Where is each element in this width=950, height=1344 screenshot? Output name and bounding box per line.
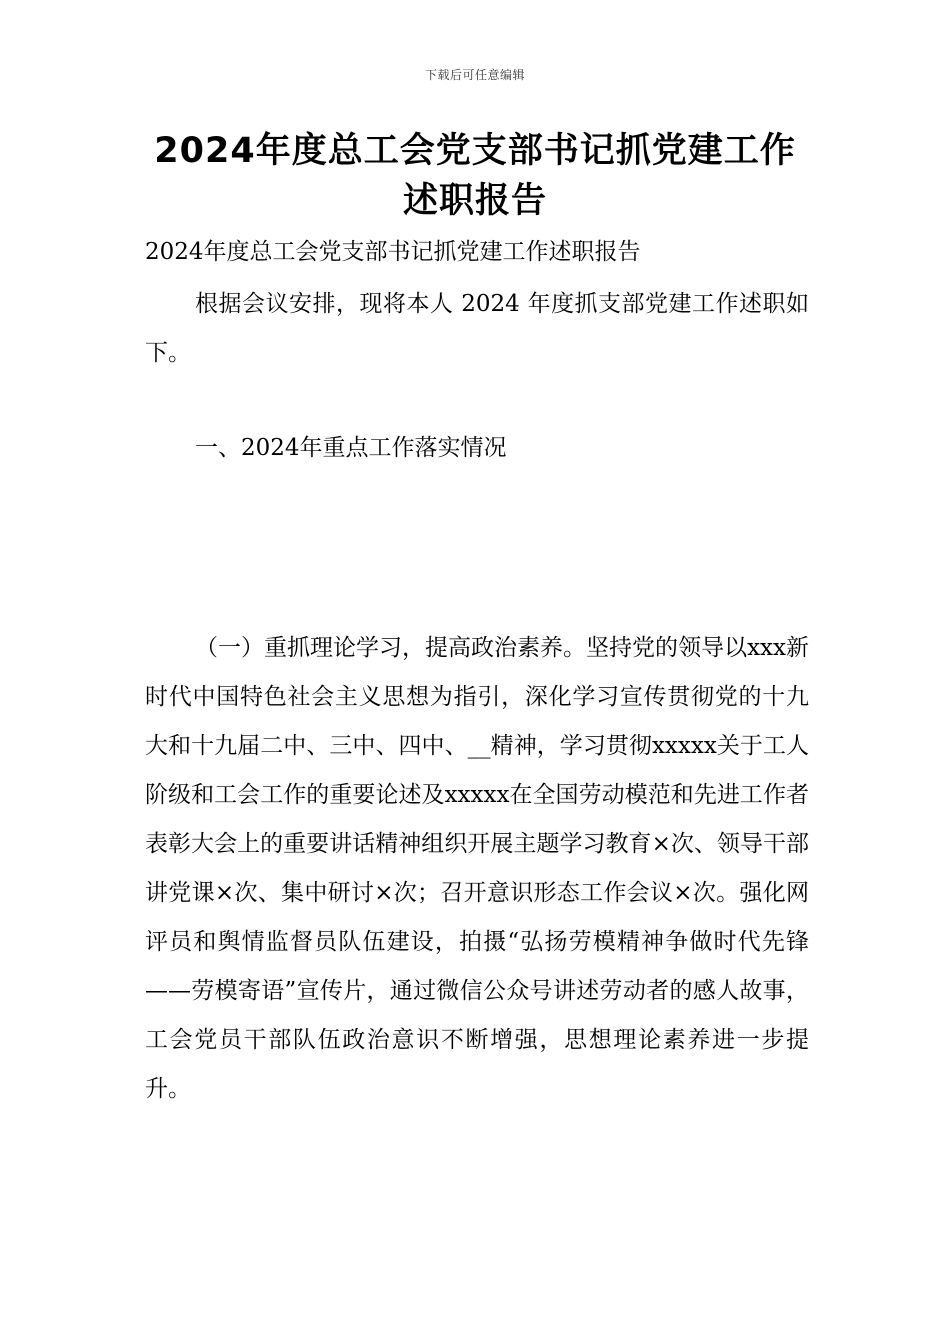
document-subtitle: 2024年度总工会党支部书记抓党建工作述职报告 (145, 239, 641, 265)
header-note: 下载后可任意编辑 (424, 68, 525, 82)
section-heading: 一、2024年重点工作落实情况 (195, 435, 507, 461)
intro-paragraph: 根据会议安排，现将本人 2024 年度抓支部党建工作述职如下。 (145, 291, 809, 366)
document-title: 2024年度总工会党支部书记抓党建工作述职报告 (154, 131, 796, 221)
body-paragraph: （一）重抓理论学习，提高政治素养。坚持党的领导以xxx新时代中国特色社会主义思想为指引，深化学习宣传贯彻党的十九大和十九届二中、三中、四中、__精神，学习贯彻xxxxx关于工人阶级和工会工作的重要论述及xxxxx在全国劳动模范和先进工作者表彰大会上的重要讲话精神组织开展主题学习教育×次、领导干部讲党课×次、集中研讨×次；召开意识形态工作会议×次。强化网评员和舆情监督员队伍建设，拍摄“弘扬劳模精神争做时代先锋——劳模寄语”宣传片，通过微信公众号讲述劳动者的感人故事，工会党员干部队伍政治意识不断增强，思想理论素养进一步提升。 (145, 635, 809, 1102)
